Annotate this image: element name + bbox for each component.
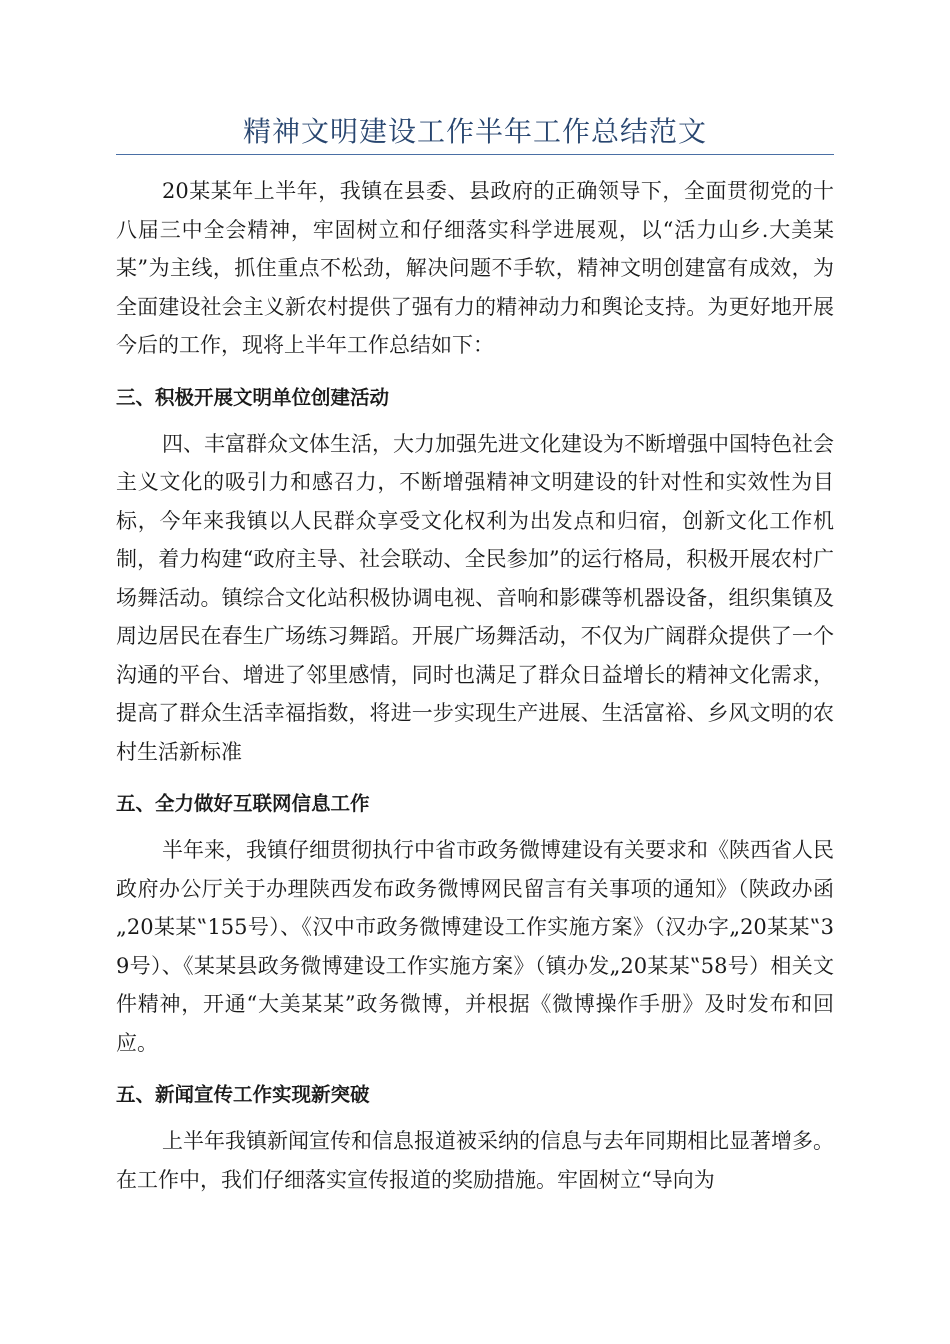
intro-paragraph: 20某某年上半年，我镇在县委、县政府的正确领导下，全面贯彻党的十八届三中全会精神，牢固树立和仔细落实科学进展观，以“活力山乡.大美某某”为主线，抓住重点不松劲，解决问题不手软，精神文明创建富有成效，为全面建设社会主义新农村提供了强有力的精神动力和舆论支持。为更好地开展今后的工作，现将上半年工作总结如下： [116, 179, 834, 357]
section-heading: 三、积极开展文明单位创建活动 [116, 385, 390, 409]
section-paragraph: 上半年我镇新闻宣传和信息报道被采纳的信息与去年同期相比显著增多。在工作中，我们仔细落实宣传报道的奖励措施。牢固树立“导向为 [116, 1129, 834, 1192]
section-heading: 五、新闻宣传工作实现新突破 [116, 1083, 370, 1106]
title-underline [116, 154, 834, 155]
section-heading: 五、全力做好互联网信息工作 [116, 792, 370, 815]
section-paragraph: 四、丰富群众文体生活，大力加强先进文化建设为不断增强中国特色社会主义文化的吸引力和感召力，不断增强精神文明建设的针对性和实效性为目标，今年来我镇以人民群众享受文化权利为出发点和归宿，创新文化工作机制，着力构建“政府主导、社会联动、全民参加”的运行格局，积极开展农村广场舞活动。镇综合文化站积极协调电视、音响和影碟等机器设备，组织集镇及周边居民在春生广场练习舞蹈。开展广场舞活动，不仅为广阔群众提供了一个沟通的平台、增进了邻里感情，同时也满足了群众日益增长的精神文化需求，提高了群众生活幸福指数，将进一步实现生产进展、生活富裕、乡风文明的农村生活新标准 [116, 431, 834, 764]
document-title: 精神文明建设工作半年工作总结范文 [242, 115, 707, 148]
section-paragraph: 半年来，我镇仔细贯彻执行中省市政务微博建设有关要求和《陕西省人民政府办公厅关于办理陕西发布政务微博网民留言有关事项的通知》（陕政办函„20某某‟155号）、《汉中市政务微博建设工作实施方案》（汉办字„20某某‟39号）、《某某县政务微博建设工作实施方案》（镇办发„20某某‟58号）相关文件精神，开通“大美某某”政务微博，并根据《微博操作手册》及时发布和回应。 [116, 838, 834, 1055]
document-body [116, 172, 834, 1199]
